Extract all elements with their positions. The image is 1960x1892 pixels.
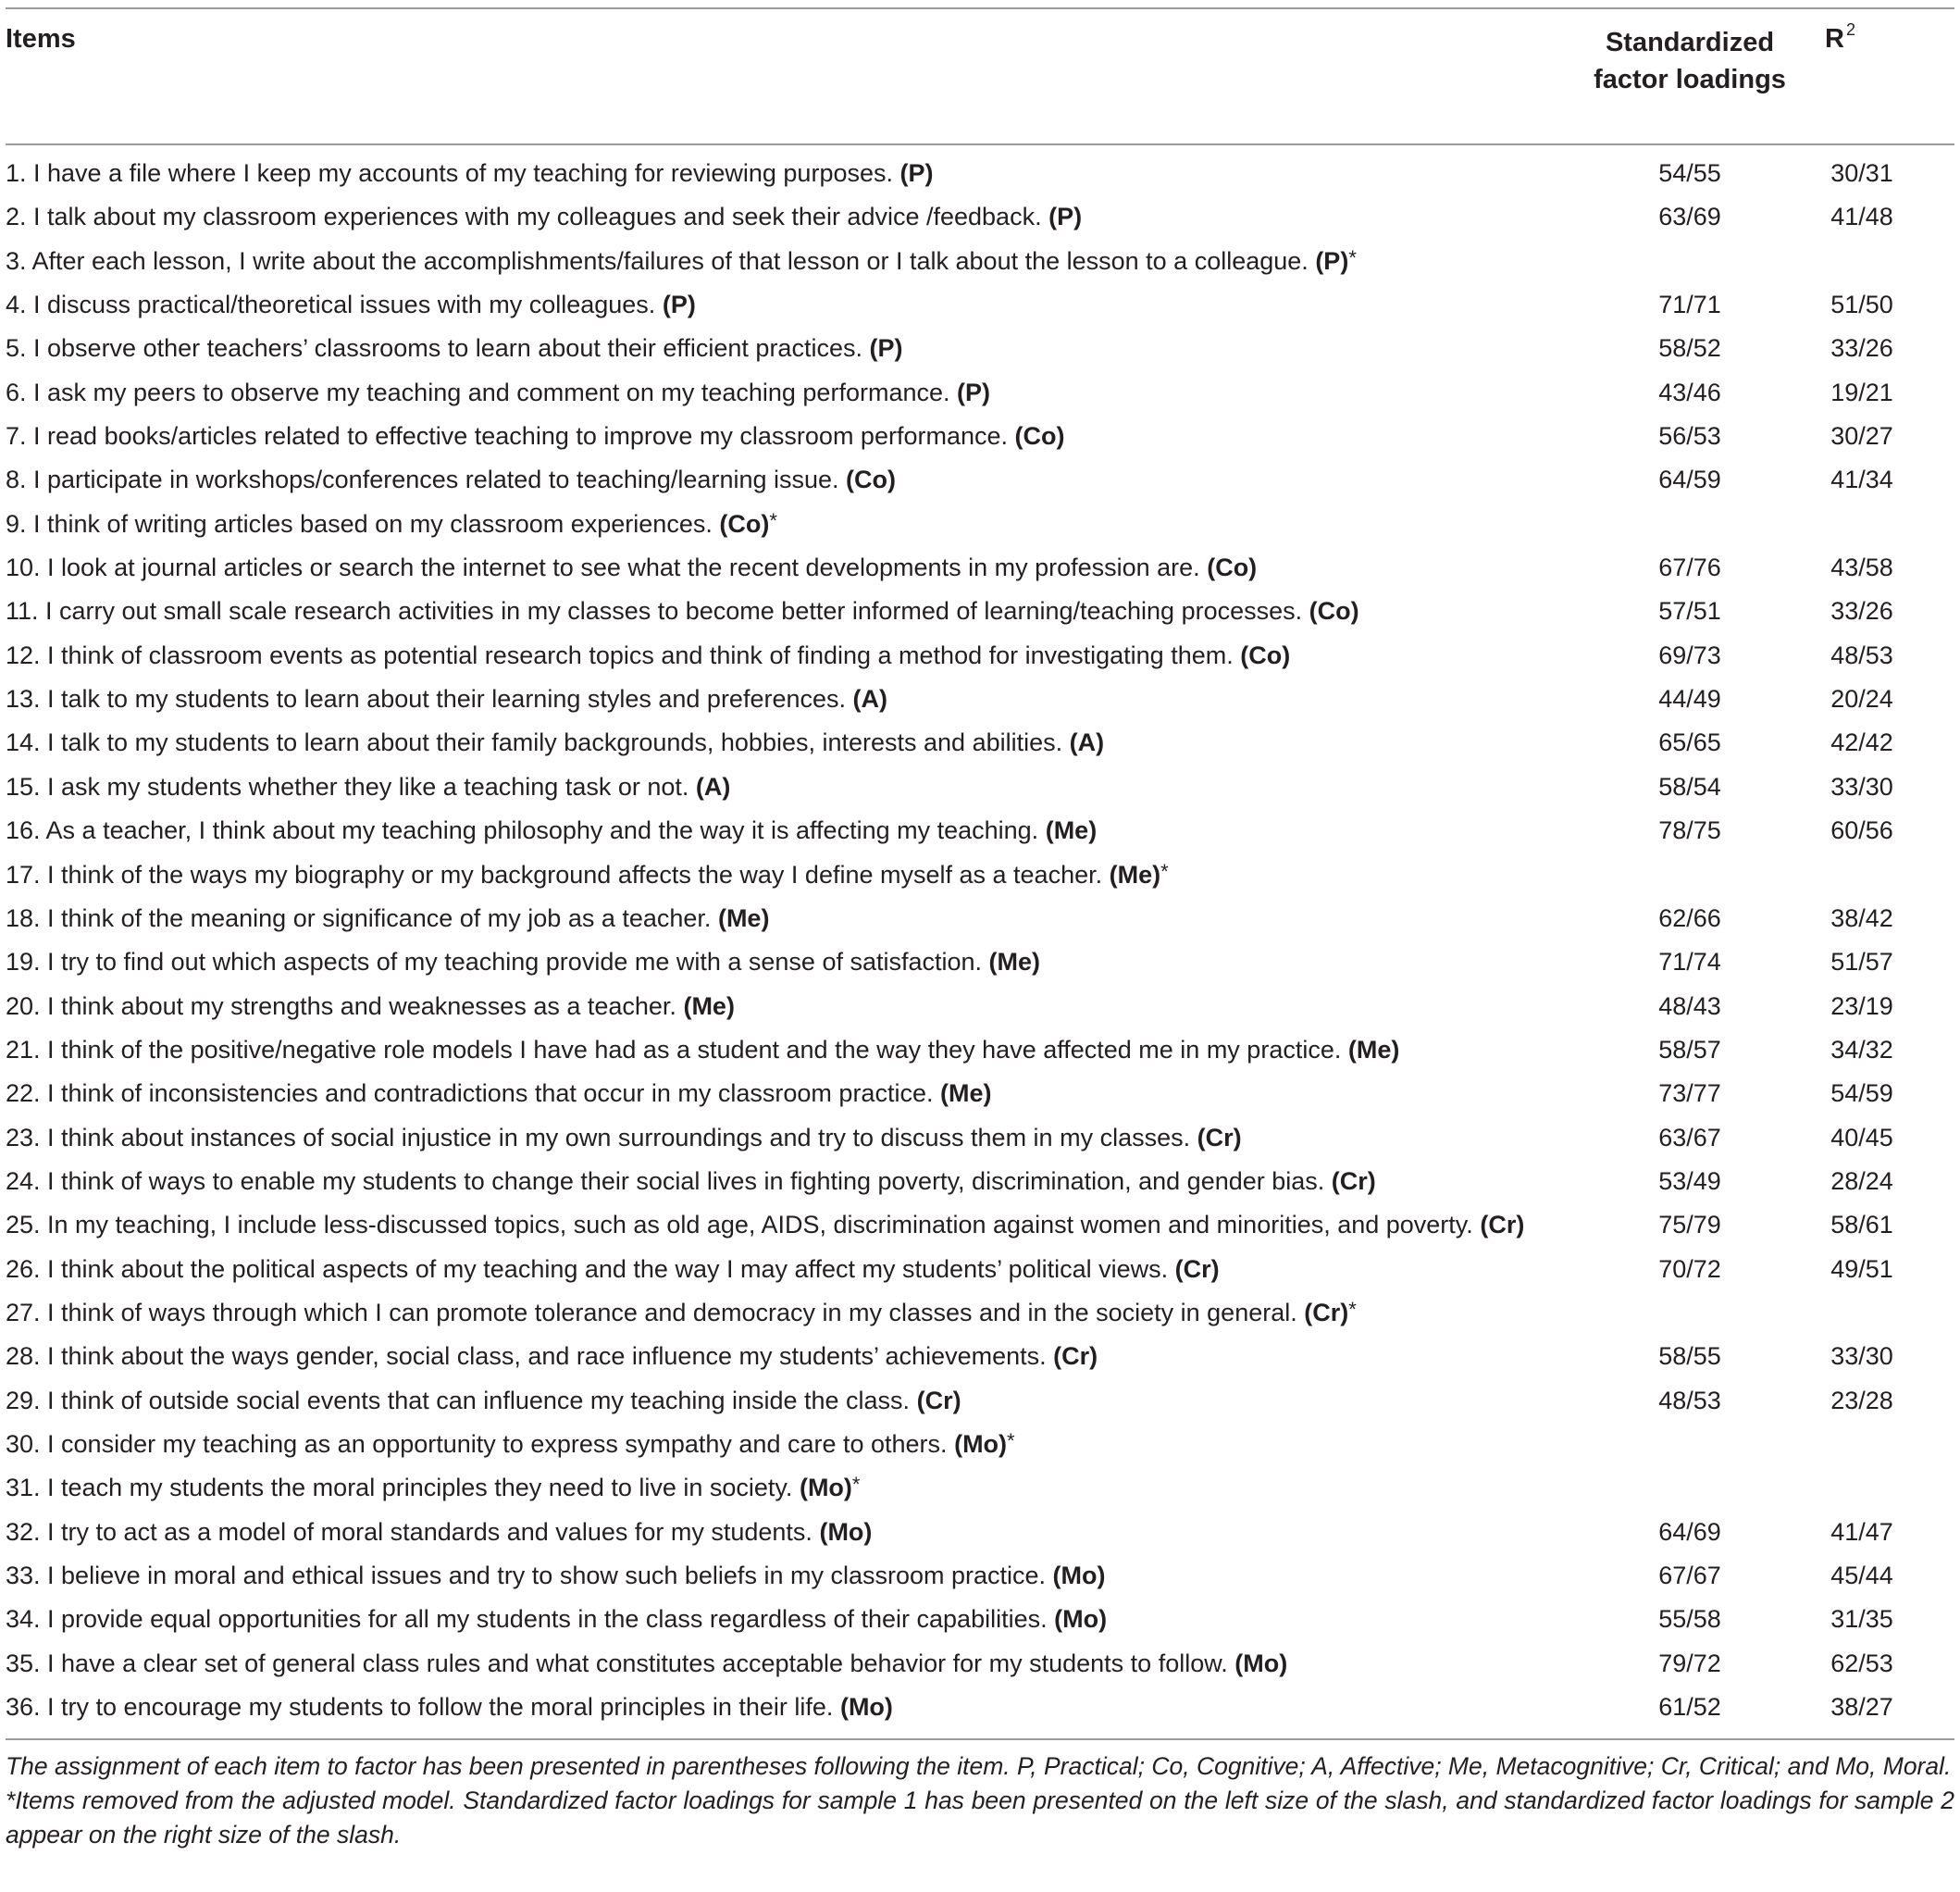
item-text: 29. I think of outside social events that can influence my teaching inside the class. (6, 1386, 911, 1414)
r-squared-cell: 23/19 (1830, 991, 1893, 1020)
r-squared-cell: 60/56 (1830, 816, 1893, 845)
r-squared-cell: 38/27 (1830, 1693, 1893, 1722)
item-cell (6, 1072, 991, 1115)
item-cell (6, 1642, 1287, 1686)
factor-loading-cell: 63/69 (1658, 203, 1721, 231)
table-row (6, 1598, 1954, 1641)
item-cell (6, 853, 1169, 897)
item-factor: (Me) (1347, 1035, 1400, 1064)
r-squared-cell: 51/50 (1830, 291, 1893, 319)
r-squared-cell: 31/35 (1830, 1605, 1893, 1634)
table-row (6, 853, 1954, 897)
item-factor: (Me) (717, 903, 770, 932)
item-text: 15. I ask my students whether they like a teaching task or not. (6, 772, 689, 801)
table-row (6, 240, 1954, 283)
item-text: 23. I think about instances of social injustice in my own surroundings and try to discuss them in my classes. (6, 1123, 1191, 1151)
item-text: 35. I have a clear set of general class rules and what constitutes acceptable behavior for my students to follow. (6, 1649, 1228, 1677)
factor-loading-cell: 55/58 (1658, 1605, 1721, 1634)
item-text: 18. I think of the meaning or significance of my job as a teacher. (6, 903, 712, 932)
r-squared-cell: 28/24 (1830, 1166, 1893, 1195)
factor-loading-cell: 57/51 (1658, 597, 1721, 626)
table-row (6, 1116, 1954, 1160)
factor-loading-cell: 75/79 (1658, 1211, 1721, 1239)
item-cell (6, 1466, 860, 1510)
factor-loading-cell: 69/73 (1658, 641, 1721, 669)
table-row (6, 590, 1954, 633)
r-squared-cell: 23/28 (1830, 1386, 1893, 1414)
item-factor: (Me) (1045, 816, 1098, 845)
factor-loading-cell: 71/74 (1658, 948, 1721, 977)
table-row (6, 1686, 1954, 1729)
item-factor: (Me) (1109, 860, 1161, 889)
removed-marker: * (1007, 1428, 1015, 1452)
item-factor: (Cr) (916, 1386, 961, 1414)
item-text: 13. I talk to my students to learn about their learning styles and preferences. (6, 685, 847, 714)
r-squared-cell: 33/30 (1830, 1342, 1893, 1371)
item-text: 10. I look at journal articles or search the internet to see what the recent developments in my profession are. (6, 554, 1200, 582)
item-factor: (P) (957, 378, 991, 406)
table-row (6, 634, 1954, 678)
factor-loading-cell: 64/59 (1658, 466, 1721, 494)
item-factor: (Mo) (799, 1474, 852, 1502)
table-row (6, 1379, 1954, 1423)
item-text: 14. I talk to my students to learn about their family backgrounds, hobbies, interests and abilities. (6, 728, 1063, 757)
factor-loadings-table (6, 7, 1954, 1852)
factor-loading-cell: 63/67 (1658, 1123, 1721, 1151)
item-cell (6, 1511, 872, 1554)
item-cell (6, 1203, 1524, 1247)
item-factor: (Me) (988, 948, 1041, 977)
item-cell (6, 809, 1097, 853)
item-text: 16. As a teacher, I think about my teaching philosophy and the way it is affecting my teaching. (6, 816, 1039, 845)
r-squared-cell: 19/21 (1830, 378, 1893, 406)
item-factor: (Co) (719, 509, 770, 538)
item-factor: (Cr) (1053, 1342, 1098, 1371)
table-row (6, 1072, 1954, 1115)
item-text: 2. I talk about my classroom experiences with my colleagues and seek their advice /feedback. (6, 203, 1042, 231)
item-factor: (P) (899, 159, 934, 187)
item-text: 21. I think of the positive/negative role models I have had as a student and the way they have affected me in my practice. (6, 1035, 1342, 1064)
item-cell (6, 766, 730, 809)
table-row (6, 1160, 1954, 1203)
table-row (6, 809, 1954, 853)
factor-loading-cell: 54/55 (1658, 159, 1721, 187)
item-text: 24. I think of ways to enable my students to change their social lives in fighting poverty, discrimination, and gender bias. (6, 1166, 1325, 1195)
item-cell (6, 1248, 1220, 1291)
table-row (6, 327, 1954, 370)
table-row (6, 152, 1954, 195)
r-squared-cell: 41/47 (1830, 1517, 1893, 1546)
footnote-removed-items: *Items removed from the adjusted model. Standardized factor loadings for sample 1 has been presented on the left size of the slash, and standardized factor loadings for sample 2 appear on the right size of the slash. (6, 1786, 1954, 1849)
table-row (6, 546, 1954, 590)
table-row (6, 1248, 1954, 1291)
table-row (6, 940, 1954, 984)
factor-loading-cell: 58/54 (1658, 772, 1721, 801)
removed-marker: * (1348, 1297, 1357, 1321)
item-text: 9. I think of writing articles based on my classroom experiences. (6, 509, 713, 538)
item-cell (6, 590, 1359, 633)
factor-loading-cell: 67/67 (1658, 1562, 1721, 1589)
r-squared-cell: 38/42 (1830, 903, 1893, 932)
item-text: 17. I think of the ways my biography or my background affects the way I define myself as a teacher. (6, 860, 1103, 889)
item-text: 25. In my teaching, I include less-discussed topics, such as old age, AIDS, discrimination against women and minorities, and poverty. (6, 1211, 1473, 1239)
item-factor: (Co) (846, 466, 897, 494)
item-factor: (Co) (1309, 597, 1359, 626)
item-text: 20. I think about my strengths and weaknesses as a teacher. (6, 991, 676, 1020)
item-text: 12. I think of classroom events as potential research topics and think of finding a method for investigating them. (6, 641, 1234, 669)
factor-loading-cell: 70/72 (1658, 1254, 1721, 1283)
item-text: 26. I think about the political aspects of my teaching and the way I may affect my students’ political views. (6, 1254, 1169, 1283)
header-standardized-factor-loadings: Standardized factor loadings (1594, 28, 1786, 94)
r-squared-cell: 41/34 (1830, 466, 1893, 494)
item-cell (6, 195, 1082, 239)
item-factor: (P) (869, 334, 903, 363)
item-factor: (A) (1069, 728, 1105, 757)
item-text: 8. I participate in workshops/conferences related to teaching/learning issue. (6, 466, 839, 494)
table-row (6, 283, 1954, 327)
r-squared-cell: 48/53 (1830, 641, 1893, 669)
table-row (6, 1335, 1954, 1378)
item-cell (6, 1335, 1098, 1378)
item-factor: (Cr) (1304, 1298, 1349, 1326)
r-squared-cell: 62/53 (1830, 1649, 1893, 1677)
item-factor: (Me) (939, 1079, 992, 1108)
item-cell (6, 634, 1290, 678)
item-text: 4. I discuss practical/theoretical issues with my colleagues. (6, 291, 656, 319)
factor-loading-cell: 79/72 (1658, 1649, 1721, 1677)
table-row (6, 1028, 1954, 1072)
item-cell (6, 1598, 1107, 1641)
item-cell (6, 1291, 1357, 1335)
item-factor: (Mo) (1054, 1605, 1108, 1634)
r-squared-cell: 45/44 (1830, 1562, 1893, 1589)
item-factor: (P) (662, 291, 696, 319)
item-factor: (Cr) (1331, 1166, 1376, 1195)
item-cell (6, 503, 777, 546)
factor-loading-cell: 53/49 (1658, 1166, 1721, 1195)
item-cell (6, 1423, 1015, 1466)
table-header (6, 9, 1954, 145)
item-cell (6, 897, 769, 940)
factor-loading-cell: 48/43 (1658, 991, 1721, 1020)
item-cell (6, 415, 1065, 458)
r-squared-cell: 49/51 (1830, 1254, 1893, 1283)
factor-loading-cell: 48/53 (1658, 1386, 1721, 1414)
r-squared-cell: 33/30 (1830, 772, 1893, 801)
removed-marker: * (769, 508, 777, 532)
item-cell (6, 371, 990, 415)
table-row (6, 1203, 1954, 1247)
item-text: 28. I think about the ways gender, social class, and race influence my students’ achievements. (6, 1342, 1047, 1371)
table-row (6, 1423, 1954, 1466)
table-row (6, 721, 1954, 765)
item-text: 19. I try to find out which aspects of my teaching provide me with a sense of satisfaction. (6, 948, 983, 977)
item-factor: (Mo) (819, 1517, 873, 1546)
factor-loading-cell: 71/71 (1658, 291, 1721, 319)
factor-loading-cell: 58/57 (1658, 1035, 1721, 1064)
item-text: 5. I observe other teachers’ classrooms to learn about their efficient practices. (6, 334, 862, 363)
factor-loading-cell: 56/53 (1658, 422, 1721, 451)
item-text: 34. I provide equal opportunities for all my students in the class regardless of their capabilities. (6, 1605, 1048, 1634)
header-r: R (1825, 24, 1844, 54)
item-factor: (Me) (683, 991, 735, 1020)
r-squared-cell: 40/45 (1830, 1123, 1893, 1151)
table-row (6, 1511, 1954, 1554)
item-factor: (A) (695, 772, 731, 801)
table-row (6, 415, 1954, 458)
factor-loading-cell: 44/49 (1658, 685, 1721, 714)
factor-loading-cell: 64/69 (1658, 1517, 1721, 1546)
item-cell (6, 546, 1257, 590)
item-cell (6, 1686, 893, 1729)
table-row (6, 1642, 1954, 1686)
item-text: 11. I carry out small scale research activities in my classes to become better informed of learning/teaching processes. (6, 597, 1303, 626)
item-cell (6, 1160, 1376, 1203)
r-squared-cell: 33/26 (1830, 334, 1893, 363)
r-squared-cell: 30/27 (1830, 422, 1893, 451)
item-text: 31. I teach my students the moral principles they need to live in society. (6, 1474, 793, 1502)
r-squared-cell: 33/26 (1830, 597, 1893, 626)
factor-loading-cell: 58/52 (1658, 334, 1721, 363)
r-squared-cell: 42/42 (1830, 728, 1893, 757)
table-footnotes (6, 1740, 1954, 1852)
table-row (6, 678, 1954, 721)
r-squared-cell: 51/57 (1830, 948, 1893, 977)
item-factor: (Co) (1207, 554, 1258, 582)
item-cell (6, 458, 896, 502)
removed-marker: * (1160, 859, 1169, 883)
item-text: 30. I consider my teaching as an opportunity to express sympathy and care to others. (6, 1429, 948, 1458)
item-cell (6, 152, 934, 195)
item-text: 7. I read books/articles related to effective teaching to improve my classroom performance. (6, 422, 1009, 451)
table-row (6, 1554, 1954, 1598)
item-cell (6, 240, 1357, 283)
table-row (6, 1466, 1954, 1510)
item-factor: (P) (1048, 203, 1083, 231)
table-row (6, 371, 1954, 415)
r-squared-cell: 30/31 (1830, 159, 1893, 187)
factor-loading-cell: 43/46 (1658, 378, 1721, 406)
table-row (6, 195, 1954, 239)
table-body (6, 145, 1954, 1729)
item-factor: (Mo) (839, 1693, 893, 1722)
item-cell (6, 1379, 961, 1423)
factor-loading-cell: 58/55 (1658, 1342, 1721, 1371)
item-cell (6, 283, 696, 327)
r-squared-cell: 34/32 (1830, 1035, 1893, 1064)
item-factor: (Mo) (1234, 1649, 1288, 1677)
item-text: 22. I think of inconsistencies and contradictions that occur in my classroom practice. (6, 1079, 934, 1108)
item-factor: (Mo) (954, 1429, 1008, 1458)
r-squared-cell: 54/59 (1830, 1079, 1893, 1108)
item-cell (6, 940, 1040, 984)
item-text: 1. I have a file where I keep my accounts of my teaching for reviewing purposes. (6, 159, 893, 187)
item-text: 32. I try to act as a model of moral standards and values for my students. (6, 1517, 813, 1546)
item-factor: (Cr) (1174, 1254, 1220, 1283)
item-text: 6. I ask my peers to observe my teaching and comment on my teaching performance. (6, 378, 950, 406)
r-squared-cell: 58/61 (1830, 1211, 1893, 1239)
item-factor: (P) (1315, 246, 1349, 275)
item-factor: (A) (852, 685, 888, 714)
factor-loading-cell: 73/77 (1658, 1079, 1721, 1108)
table-row (6, 1291, 1954, 1335)
header-items: Items (6, 24, 76, 54)
factor-loading-cell: 67/76 (1658, 554, 1721, 582)
table-row (6, 897, 1954, 940)
item-factor: (Co) (1014, 422, 1065, 451)
item-cell (6, 1554, 1106, 1598)
table-row (6, 503, 1954, 546)
table-row (6, 985, 1954, 1028)
item-text: 33. I believe in moral and ethical issues and try to show such beliefs in my classroom practice. (6, 1562, 1047, 1589)
header-r-superscript: 2 (1845, 20, 1855, 39)
item-text: 3. After each lesson, I write about the accomplishments/failures of that lesson or I talk about the lesson to a colleague. (6, 246, 1309, 275)
item-cell (6, 985, 735, 1028)
factor-loading-cell: 78/75 (1658, 816, 1721, 845)
factor-loading-cell: 62/66 (1658, 903, 1721, 932)
footnote-factor-legend: The assignment of each item to factor has been presented in parentheses following the item. P, Practical; Co, Cognitive; A, Affective; Me, Metacognitive; Cr, Critical; and Mo, Moral. (6, 1752, 1952, 1781)
item-text: 27. I think of ways through which I can promote tolerance and democracy in my classes and in the society in general. (6, 1298, 1297, 1326)
factor-loading-cell: 65/65 (1658, 728, 1721, 757)
item-factor: (Co) (1240, 641, 1291, 669)
r-squared-cell: 43/58 (1830, 554, 1893, 582)
item-text: 36. I try to encourage my students to follow the moral principles in their life. (6, 1693, 834, 1722)
factor-loading-cell: 61/52 (1658, 1693, 1721, 1722)
r-squared-cell: 41/48 (1830, 203, 1893, 231)
item-cell (6, 721, 1104, 765)
table-row (6, 766, 1954, 809)
item-factor: (Cr) (1197, 1123, 1242, 1151)
item-factor: (Mo) (1052, 1562, 1106, 1589)
r-squared-cell: 20/24 (1830, 685, 1893, 714)
item-cell (6, 678, 887, 721)
header-r-squared (1825, 20, 1855, 55)
removed-marker: * (851, 1473, 861, 1497)
item-cell (6, 1028, 1399, 1072)
item-cell (6, 327, 902, 370)
item-cell (6, 1116, 1242, 1160)
removed-marker: * (1348, 245, 1357, 269)
item-factor: (Cr) (1480, 1211, 1525, 1239)
table-row (6, 458, 1954, 502)
